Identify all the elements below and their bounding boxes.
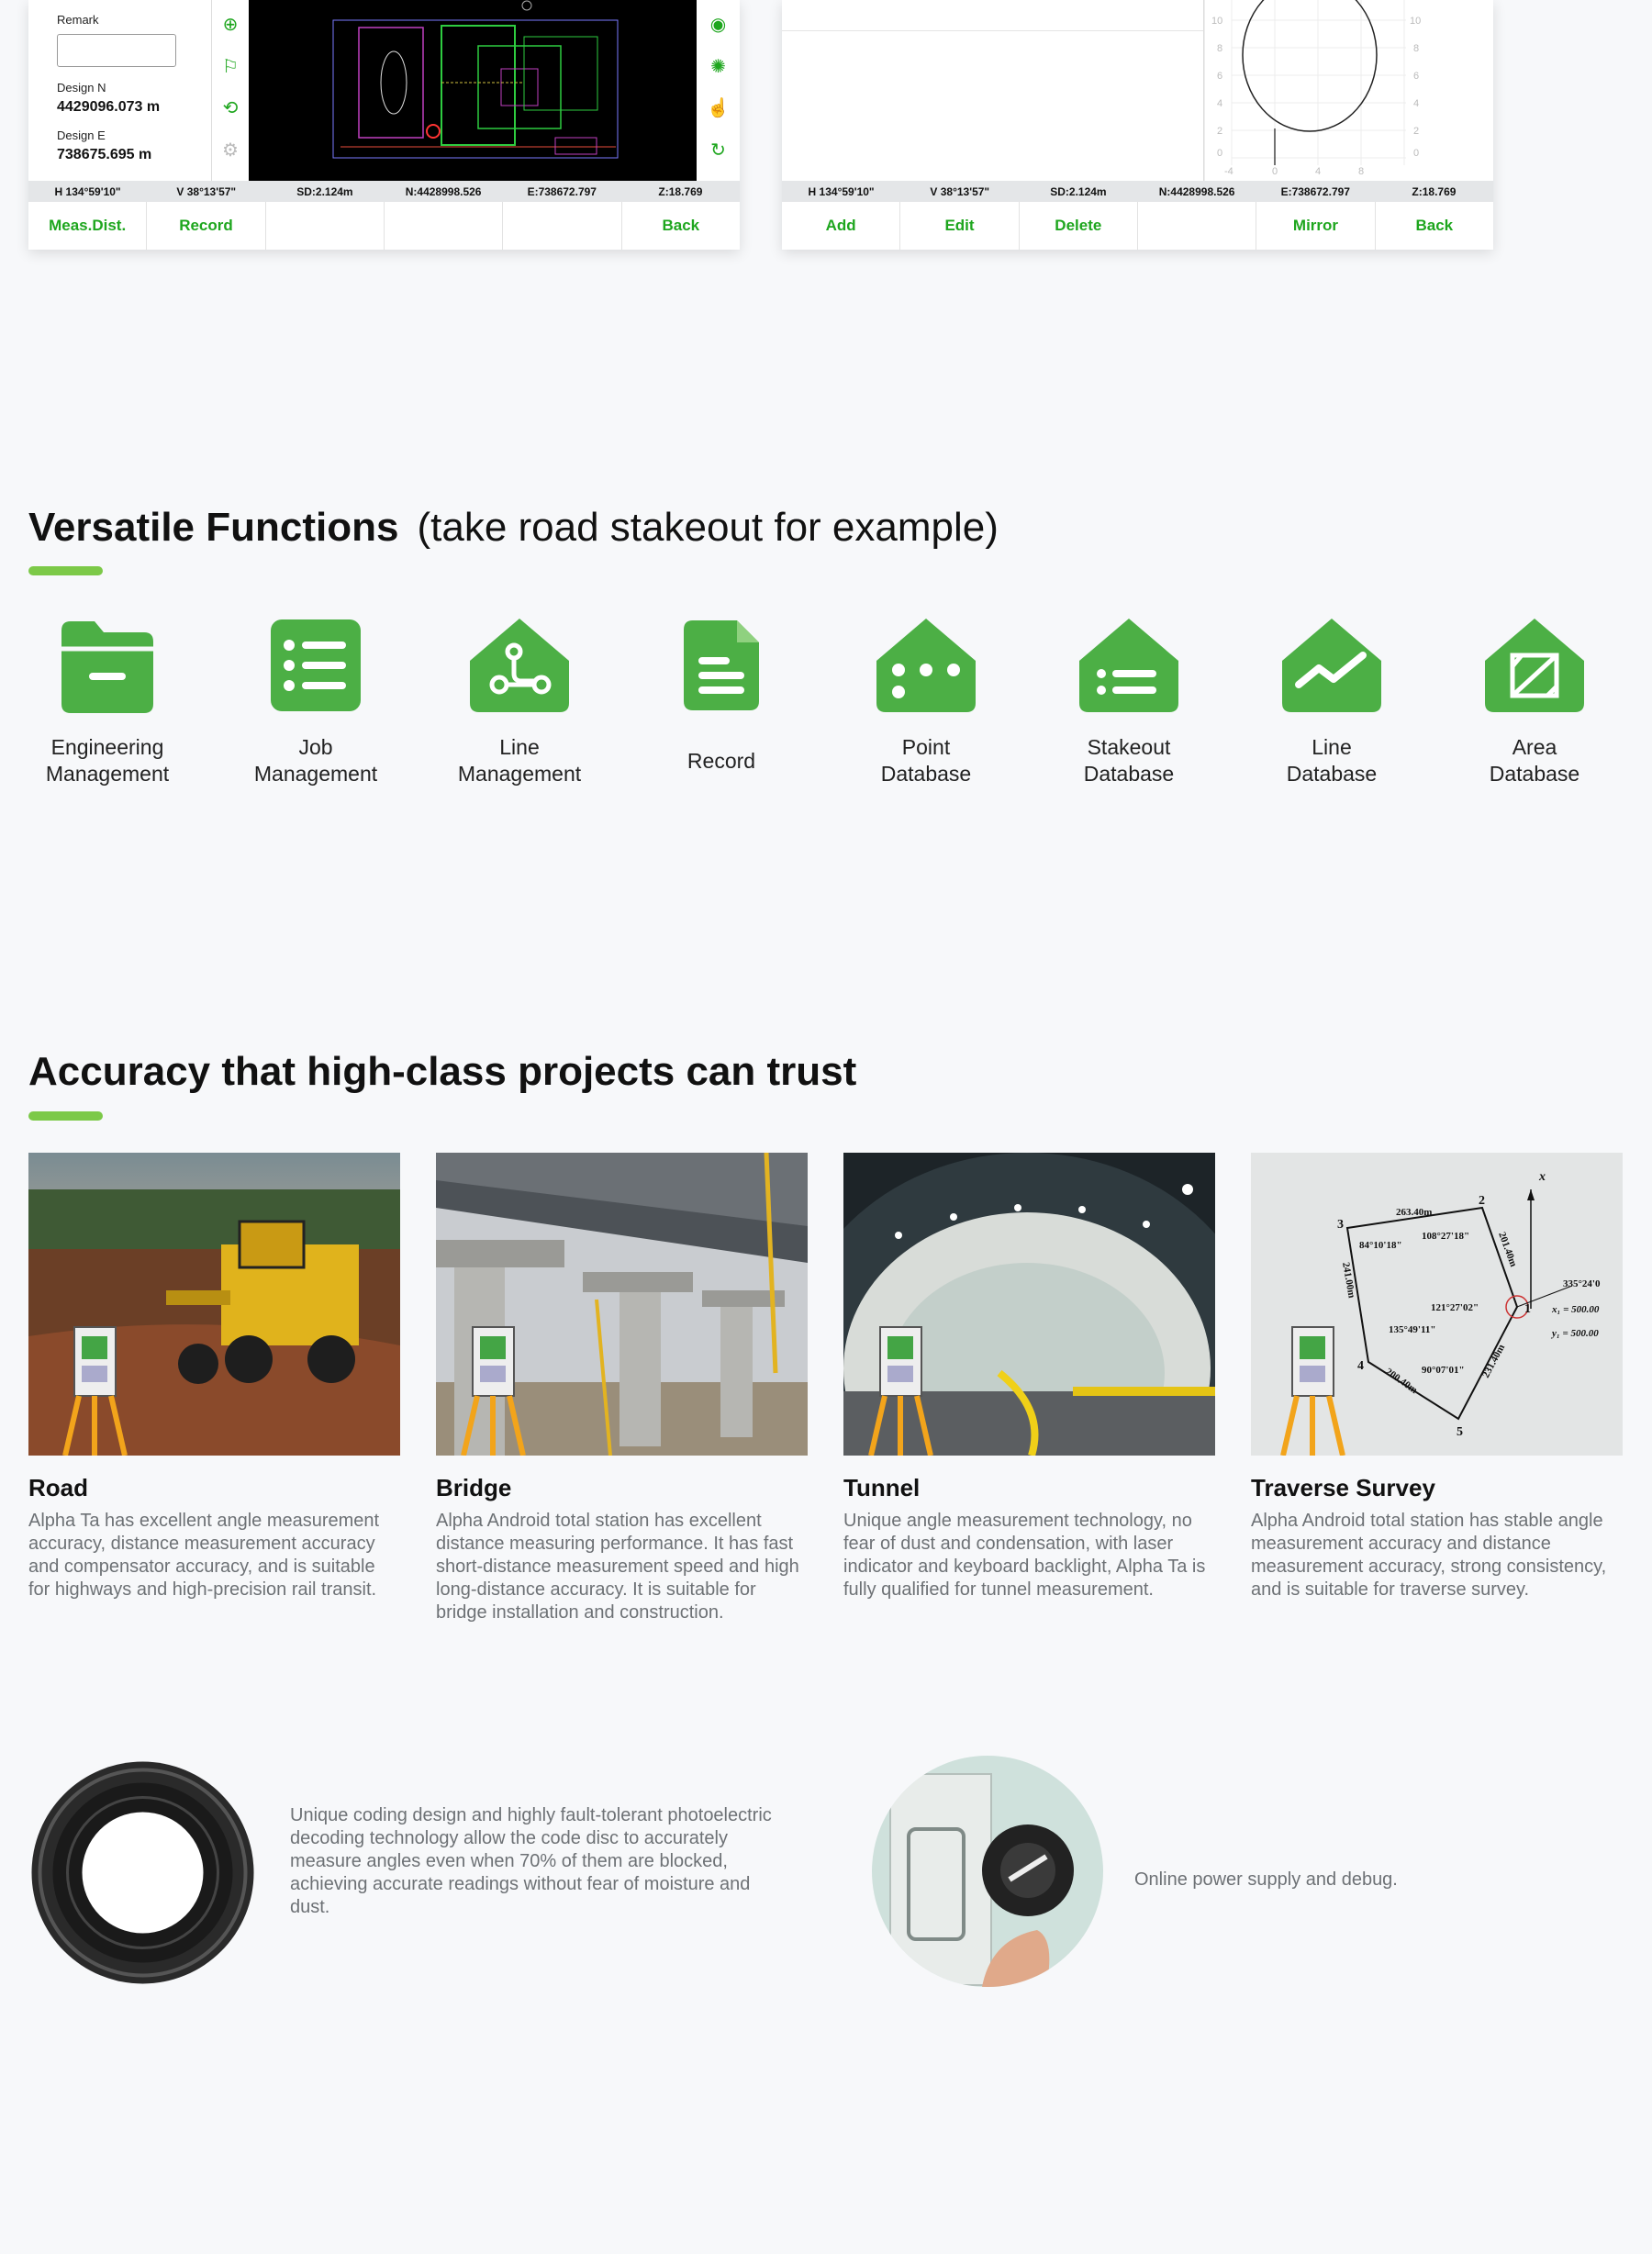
versatile-subtitle: (take road stakeout for example) [417, 505, 999, 550]
traverse-point-1: 1 [1524, 1302, 1531, 1316]
right-tick-6: 6 [1413, 71, 1420, 82]
bottom-tick-neg4: -4 [1224, 166, 1233, 177]
traverse-axis-label: x [1539, 1170, 1546, 1184]
application-card-tunnel[interactable] [843, 1153, 1215, 1601]
traverse-point-2: 2 [1479, 1194, 1485, 1208]
status-northing: N:4428998.526 [1158, 184, 1235, 198]
function-job-management[interactable] [224, 615, 407, 787]
laser-icon[interactable]: ✺ [710, 56, 726, 77]
right-tool-column [697, 0, 740, 181]
left-tick-0: 0 [1217, 148, 1223, 159]
status-bar [28, 181, 740, 202]
empty-softkey[interactable] [1138, 202, 1256, 250]
plumb-bob-icon[interactable]: ◉ [709, 14, 727, 35]
card-description: Alpha Android total station has stable angle measurement accuracy and distance measurement accuracy, strong consistency, and is suitable for traverse survey. [1251, 1511, 1607, 1600]
status-elevation: Z:18.769 [658, 184, 703, 198]
card-description: Alpha Ta has excellent angle measurement accuracy, distance measurement accuracy and compensator accuracy, and is suitable for highways and high-precision rail transit. [28, 1511, 380, 1600]
design-n-value: 4429096.073 m [57, 99, 161, 115]
versatile-title: Versatile Functions [28, 505, 399, 550]
bottom-tick-8: 8 [1358, 166, 1365, 177]
target-icon[interactable]: ⊕ [222, 14, 239, 35]
function-label: Area Database [1489, 735, 1580, 786]
traverse-label: 200.40m [1383, 1366, 1420, 1397]
status-vertical-angle: V 38°13'57" [176, 184, 237, 198]
left-tick-8: 8 [1217, 43, 1223, 54]
rotate-icon[interactable]: ⟲ [222, 98, 239, 119]
traverse-label: 108°27'18" [1422, 1231, 1470, 1242]
remark-input[interactable] [57, 34, 176, 67]
status-slope-distance: SD:2.124m [296, 184, 353, 198]
traverse-y1: y₁ = 500.00 [1552, 1328, 1599, 1339]
port-connector-image [872, 1756, 1103, 1987]
function-line-management[interactable] [428, 615, 611, 787]
point-database-icon [876, 615, 977, 716]
status-vertical-angle: V 38°13'57" [930, 184, 990, 198]
edit-button[interactable]: Edit [900, 202, 1019, 250]
function-record[interactable] [630, 615, 813, 787]
function-stakeout-database[interactable] [1037, 615, 1221, 787]
function-engineering-management[interactable] [16, 615, 199, 787]
design-e-value: 738675.695 m [57, 147, 152, 162]
function-label: Line Management [457, 735, 582, 786]
record-button[interactable]: Record [147, 202, 265, 250]
empty-softkey-3[interactable] [503, 202, 621, 250]
stakeout-form-pane [28, 0, 212, 181]
traverse-label: 241.00m [1340, 1261, 1357, 1300]
stakeout-database-icon [1078, 615, 1179, 716]
left-tick-2: 2 [1217, 126, 1223, 137]
status-horizontal-angle: H 134°59'10" [808, 184, 875, 198]
status-easting: E:738672.797 [1280, 184, 1350, 198]
right-tick-2: 2 [1413, 126, 1420, 137]
right-tick-0: 0 [1413, 148, 1420, 159]
back-button[interactable]: Back [1415, 217, 1454, 234]
refresh-icon[interactable]: ↻ [710, 140, 726, 162]
traverse-label: 135°49'11" [1389, 1324, 1436, 1335]
traverse-label: 121°27'02" [1431, 1302, 1479, 1313]
right-tick-4: 4 [1413, 98, 1420, 109]
mirror-button[interactable]: Mirror [1256, 202, 1375, 250]
card-title: Traverse Survey [1251, 1474, 1435, 1501]
right-tick-10: 10 [1410, 16, 1422, 27]
function-label: Point Database [880, 735, 972, 786]
function-point-database[interactable] [834, 615, 1018, 787]
function-label: Record [686, 748, 756, 773]
softkey-bar [28, 202, 740, 250]
card-title: Tunnel [843, 1474, 921, 1501]
design-n-label: Design N [57, 81, 106, 95]
traverse-point-3: 3 [1337, 1218, 1344, 1232]
traverse-label: 201.40m [1496, 1230, 1519, 1269]
left-tick-10: 10 [1211, 16, 1223, 27]
device-screenshot-stakeout [28, 0, 740, 250]
accuracy-heading: Accuracy that high-class projects can trust [28, 1049, 857, 1094]
device-screenshot-line-editor [782, 0, 1493, 250]
left-tick-6: 6 [1217, 71, 1223, 82]
left-tick-4: 4 [1217, 98, 1223, 109]
traverse-survey-diagram [1251, 1153, 1623, 1456]
list-icon [265, 615, 366, 716]
meas-dist-button[interactable]: Meas.Dist. [28, 202, 147, 250]
application-card-road[interactable] [28, 1153, 400, 1601]
line-database-icon [1281, 615, 1382, 716]
feature-description-power-supply: Online power supply and debug. [1134, 1869, 1398, 1890]
settings-icon[interactable]: ⚙ [222, 140, 239, 162]
card-title: Road [28, 1474, 88, 1501]
curve-preview-plot [1204, 0, 1493, 181]
record-document-icon [671, 615, 772, 716]
versatile-functions-heading [28, 505, 999, 551]
card-title: Bridge [436, 1474, 512, 1501]
bottom-tick-0: 0 [1272, 166, 1278, 177]
traverse-point-5: 5 [1457, 1425, 1463, 1439]
area-database-icon [1484, 615, 1585, 716]
status-bar [782, 181, 1493, 202]
bridge-photo [436, 1153, 808, 1456]
element-list-pane[interactable] [782, 0, 1204, 181]
traverse-label: 335°24'0 [1563, 1278, 1601, 1289]
status-slope-distance: SD:2.124m [1050, 184, 1107, 198]
code-disc-image [30, 1760, 255, 1985]
traverse-label: 84°10'18" [1359, 1240, 1402, 1251]
left-tool-column [212, 0, 249, 181]
traverse-point-4: 4 [1357, 1359, 1364, 1373]
traverse-x1: x₁ = 500.00 [1552, 1304, 1600, 1315]
tunnel-photo [843, 1153, 1215, 1456]
bottom-tick-4: 4 [1315, 166, 1322, 177]
hand-pointer-icon[interactable]: ☝ [707, 98, 730, 119]
heading-underline [28, 1111, 103, 1121]
traverse-label: 90°07'01" [1422, 1365, 1465, 1376]
road-photo [28, 1153, 400, 1456]
traverse-label: 263.40m [1396, 1207, 1433, 1218]
remark-label: Remark [57, 13, 99, 27]
traverse-label: 231.40m [1480, 1342, 1508, 1380]
card-description: Unique angle measurement technology, no fear of dust and condensation, with laser indicator and keyboard backlight, Alpha Ta is fully qualified for tunnel measurement. [843, 1511, 1206, 1600]
back-button[interactable]: Back [662, 217, 700, 234]
function-label: Job Management [253, 735, 378, 786]
heading-underline [28, 566, 103, 575]
folder-icon [57, 615, 158, 716]
line-management-icon [469, 615, 570, 716]
design-e-label: Design E [57, 128, 106, 142]
function-label: Stakeout Database [1083, 735, 1175, 786]
function-line-database[interactable] [1240, 615, 1423, 787]
cad-drawing-view[interactable] [249, 0, 697, 181]
status-northing: N:4428998.526 [405, 184, 482, 198]
empty-softkey-2[interactable] [385, 202, 503, 250]
application-card-traverse-survey[interactable] [1251, 1153, 1623, 1601]
feature-description-code-disc: Unique coding design and highly fault-tolerant photoelectric decoding technology allow the code disc to accurately measure angles even when 70% of them are blocked, achieving accurate readings without fear of moisture and dust. [290, 1805, 772, 1917]
flag-icon[interactable]: ⚐ [222, 56, 239, 77]
status-easting: E:738672.797 [527, 184, 597, 198]
status-elevation: Z:18.769 [1412, 184, 1457, 198]
softkey-bar [782, 202, 1493, 250]
list-divider [782, 30, 1203, 31]
application-card-bridge[interactable] [436, 1153, 808, 1624]
function-label: Line Database [1286, 735, 1378, 786]
function-area-database[interactable] [1443, 615, 1626, 787]
delete-button[interactable]: Delete [1020, 202, 1138, 250]
empty-softkey-1[interactable] [266, 202, 385, 250]
card-description: Alpha Android total station has excellent distance measuring performance. It has fast short-distance measurement speed and high long-distance accuracy. It is suitable for bridge installation and construction. [436, 1511, 799, 1623]
right-tick-8: 8 [1413, 43, 1420, 54]
function-label: Engineering Management [45, 735, 170, 786]
add-button[interactable]: Add [782, 202, 900, 250]
status-horizontal-angle: H 134°59'10" [54, 184, 121, 198]
